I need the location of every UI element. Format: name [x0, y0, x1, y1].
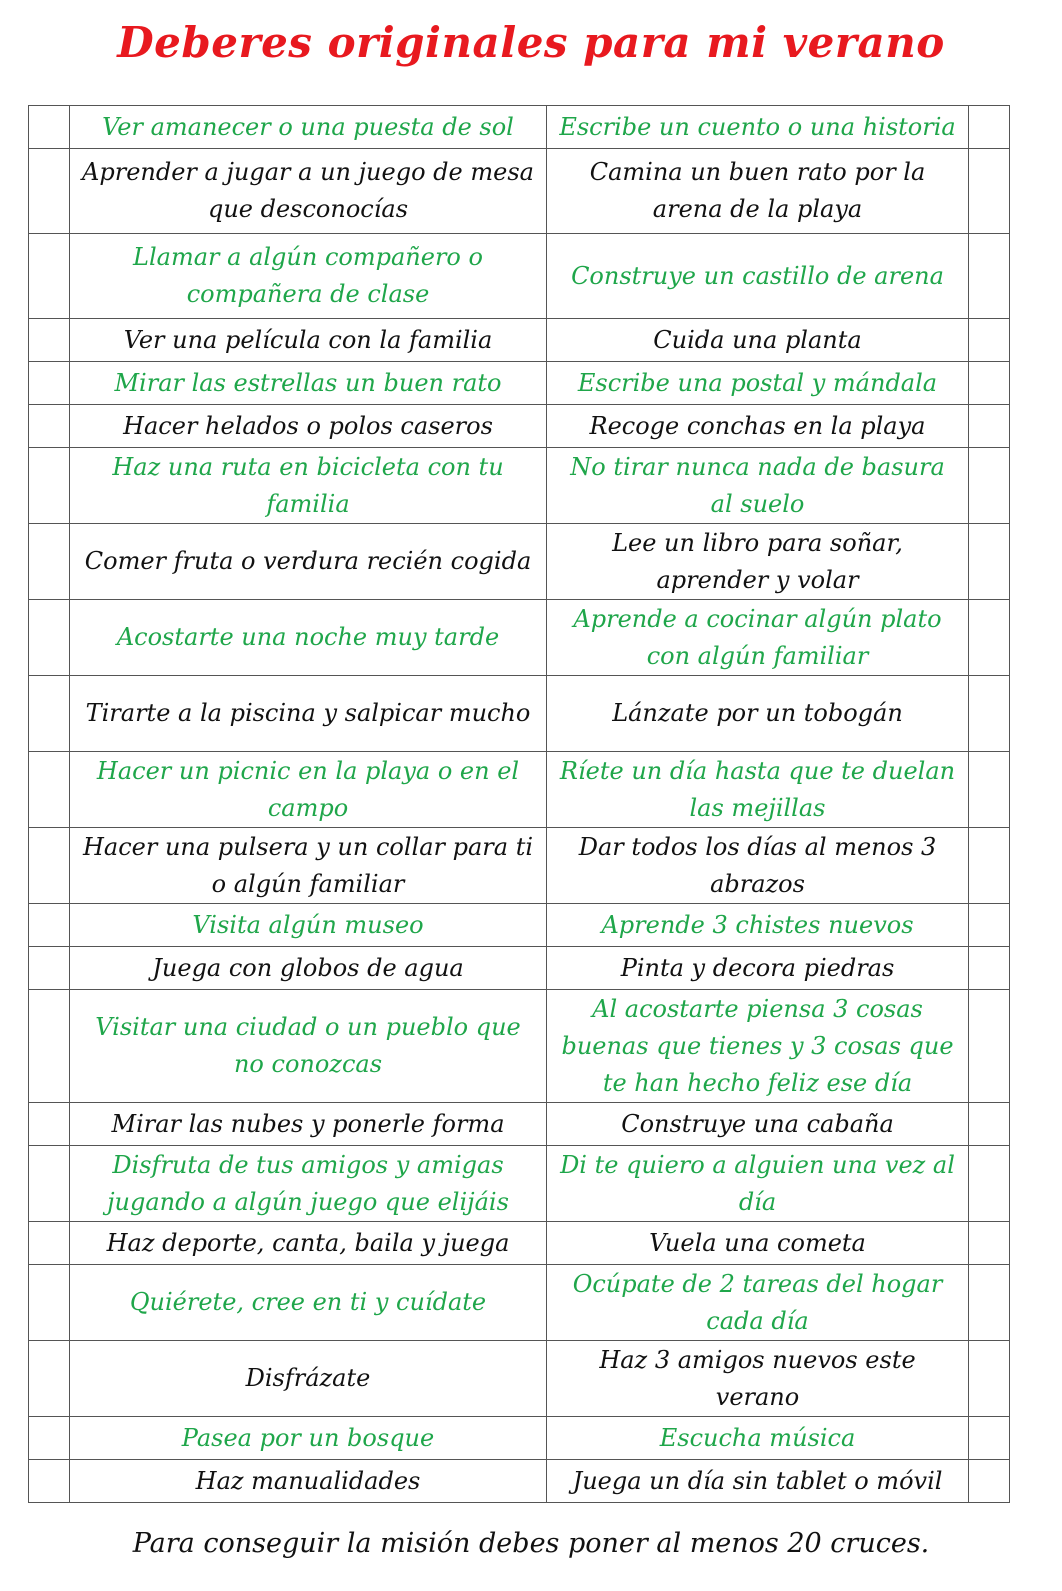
activity-left: Aprender a jugar a un juego de mesa que desconocías	[70, 149, 547, 234]
table-row	[29, 947, 1010, 990]
checkbox-cell-left[interactable]	[29, 1222, 70, 1265]
table-row	[29, 1460, 1010, 1503]
checkbox-cell-left[interactable]	[29, 106, 70, 149]
table-row	[29, 1222, 1010, 1265]
activity-left: Hacer helados o polos caseros	[70, 405, 547, 448]
activity-right: Lánzate por un tobogán	[547, 676, 969, 752]
checkbox-cell-left[interactable]	[29, 676, 70, 752]
checkbox-cell-left[interactable]	[29, 600, 70, 676]
table-row	[29, 1265, 1010, 1341]
activity-right: Construye una cabaña	[547, 1103, 969, 1146]
checkbox-cell-left[interactable]	[29, 448, 70, 524]
activity-left: Juega con globos de agua	[70, 947, 547, 990]
activity-right: Escucha música	[547, 1417, 969, 1460]
activity-right: Ocúpate de 2 tareas del hogar cada día	[547, 1265, 969, 1341]
checkbox-cell-right[interactable]	[969, 1146, 1010, 1222]
activity-right: No tirar nunca nada de basura al suelo	[547, 448, 969, 524]
checkbox-cell-right[interactable]	[969, 524, 1010, 600]
activity-left: Comer fruta o verdura recién cogida	[70, 524, 547, 600]
checkbox-cell-right[interactable]	[969, 106, 1010, 149]
activity-left: Quiérete, cree en ti y cuídate	[70, 1265, 547, 1341]
activity-left: Tirarte a la piscina y salpicar mucho	[70, 676, 547, 752]
activity-right: Al acostarte piensa 3 cosas buenas que tienes y 3 cosas que te han hecho feliz ese día	[547, 990, 969, 1103]
checkbox-cell-right[interactable]	[969, 1222, 1010, 1265]
table-row	[29, 405, 1010, 448]
activity-left: Mirar las nubes y ponerle forma	[70, 1103, 547, 1146]
table-row	[29, 362, 1010, 405]
activities-table	[28, 105, 1010, 1503]
activity-left: Pasea por un bosque	[70, 1417, 547, 1460]
checkbox-cell-right[interactable]	[969, 904, 1010, 947]
table-row	[29, 319, 1010, 362]
activity-left: Haz una ruta en bicicleta con tu familia	[70, 448, 547, 524]
table-row	[29, 676, 1010, 752]
table-row	[29, 752, 1010, 828]
activity-left: Hacer un picnic en la playa o en el campo	[70, 752, 547, 828]
activity-right: Dar todos los días al menos 3 abrazos	[547, 828, 969, 904]
checkbox-cell-left[interactable]	[29, 947, 70, 990]
checkbox-cell-right[interactable]	[969, 149, 1010, 234]
checkbox-cell-left[interactable]	[29, 752, 70, 828]
checkbox-cell-left[interactable]	[29, 1417, 70, 1460]
table-row	[29, 1341, 1010, 1417]
activity-right: Ríete un día hasta que te duelan las mejillas	[547, 752, 969, 828]
checkbox-cell-right[interactable]	[969, 1103, 1010, 1146]
activity-left: Ver una película con la familia	[70, 319, 547, 362]
checkbox-cell-left[interactable]	[29, 362, 70, 405]
checkbox-cell-left[interactable]	[29, 904, 70, 947]
activity-right: Juega un día sin tablet o móvil	[547, 1460, 969, 1503]
checkbox-cell-left[interactable]	[29, 1265, 70, 1341]
activity-left: Visitar una ciudad o un pueblo que no conozcas	[70, 990, 547, 1103]
table-row	[29, 600, 1010, 676]
activity-left: Ver amanecer o una puesta de sol	[70, 106, 547, 149]
table-row	[29, 106, 1010, 149]
footer-instruction: Para conseguir la misión debes poner al menos 20 cruces.	[132, 1528, 930, 1559]
checkbox-cell-right[interactable]	[969, 362, 1010, 405]
activity-left: Hacer una pulsera y un collar para ti o algún familiar	[70, 828, 547, 904]
activity-left: Haz manualidades	[70, 1460, 547, 1503]
activity-left: Llamar a algún compañero o compañera de clase	[70, 234, 547, 319]
activity-right: Pinta y decora piedras	[547, 947, 969, 990]
checkbox-cell-right[interactable]	[969, 405, 1010, 448]
checkbox-cell-left[interactable]	[29, 1341, 70, 1417]
activity-right: Camina un buen rato por la arena de la playa	[547, 149, 969, 234]
activity-right: Escribe un cuento o una historia	[547, 106, 969, 149]
page-title: Deberes originales para mi verano	[117, 18, 945, 67]
checkbox-cell-left[interactable]	[29, 405, 70, 448]
checkbox-cell-right[interactable]	[969, 448, 1010, 524]
table-row	[29, 1417, 1010, 1460]
checkbox-cell-left[interactable]	[29, 1460, 70, 1503]
checkbox-cell-right[interactable]	[969, 1417, 1010, 1460]
checkbox-cell-right[interactable]	[969, 1341, 1010, 1417]
table-row	[29, 828, 1010, 904]
activity-right: Aprende a cocinar algún plato con algún familiar	[547, 600, 969, 676]
checkbox-cell-right[interactable]	[969, 828, 1010, 904]
checkbox-cell-right[interactable]	[969, 1265, 1010, 1341]
checkbox-cell-left[interactable]	[29, 990, 70, 1103]
table-row	[29, 990, 1010, 1103]
activity-right: Construye un castillo de arena	[547, 234, 969, 319]
activity-right: Di te quiero a alguien una vez al día	[547, 1146, 969, 1222]
activity-left: Acostarte una noche muy tarde	[70, 600, 547, 676]
checkbox-cell-left[interactable]	[29, 1146, 70, 1222]
checkbox-cell-left[interactable]	[29, 234, 70, 319]
table-row	[29, 149, 1010, 234]
activity-right: Vuela una cometa	[547, 1222, 969, 1265]
activity-left: Disfruta de tus amigos y amigas jugando a algún juego que elijáis	[70, 1146, 547, 1222]
checkbox-cell-right[interactable]	[969, 990, 1010, 1103]
table-row	[29, 524, 1010, 600]
checkbox-cell-left[interactable]	[29, 828, 70, 904]
activity-left: Visita algún museo	[70, 904, 547, 947]
checkbox-cell-left[interactable]	[29, 524, 70, 600]
table-row	[29, 904, 1010, 947]
table-row	[29, 448, 1010, 524]
activity-left: Mirar las estrellas un buen rato	[70, 362, 547, 405]
checkbox-cell-left[interactable]	[29, 319, 70, 362]
checkbox-cell-left[interactable]	[29, 1103, 70, 1146]
checkbox-cell-right[interactable]	[969, 600, 1010, 676]
activity-left: Disfrázate	[70, 1341, 547, 1417]
table-row	[29, 1103, 1010, 1146]
activity-right: Aprende 3 chistes nuevos	[547, 904, 969, 947]
checkbox-cell-left[interactable]	[29, 149, 70, 234]
checkbox-cell-right[interactable]	[969, 319, 1010, 362]
activity-right: Escribe una postal y mándala	[547, 362, 969, 405]
checkbox-cell-right[interactable]	[969, 234, 1010, 319]
checkbox-cell-right[interactable]	[969, 947, 1010, 990]
checkbox-cell-right[interactable]	[969, 752, 1010, 828]
activity-right: Lee un libro para soñar, aprender y volar	[547, 524, 969, 600]
checkbox-cell-right[interactable]	[969, 1460, 1010, 1503]
table-row	[29, 1146, 1010, 1222]
activity-right: Cuida una planta	[547, 319, 969, 362]
activity-right: Recoge conchas en la playa	[547, 405, 969, 448]
activity-left: Haz deporte, canta, baila y juega	[70, 1222, 547, 1265]
activity-right: Haz 3 amigos nuevos este verano	[547, 1341, 969, 1417]
table-row	[29, 234, 1010, 319]
checkbox-cell-right[interactable]	[969, 676, 1010, 752]
